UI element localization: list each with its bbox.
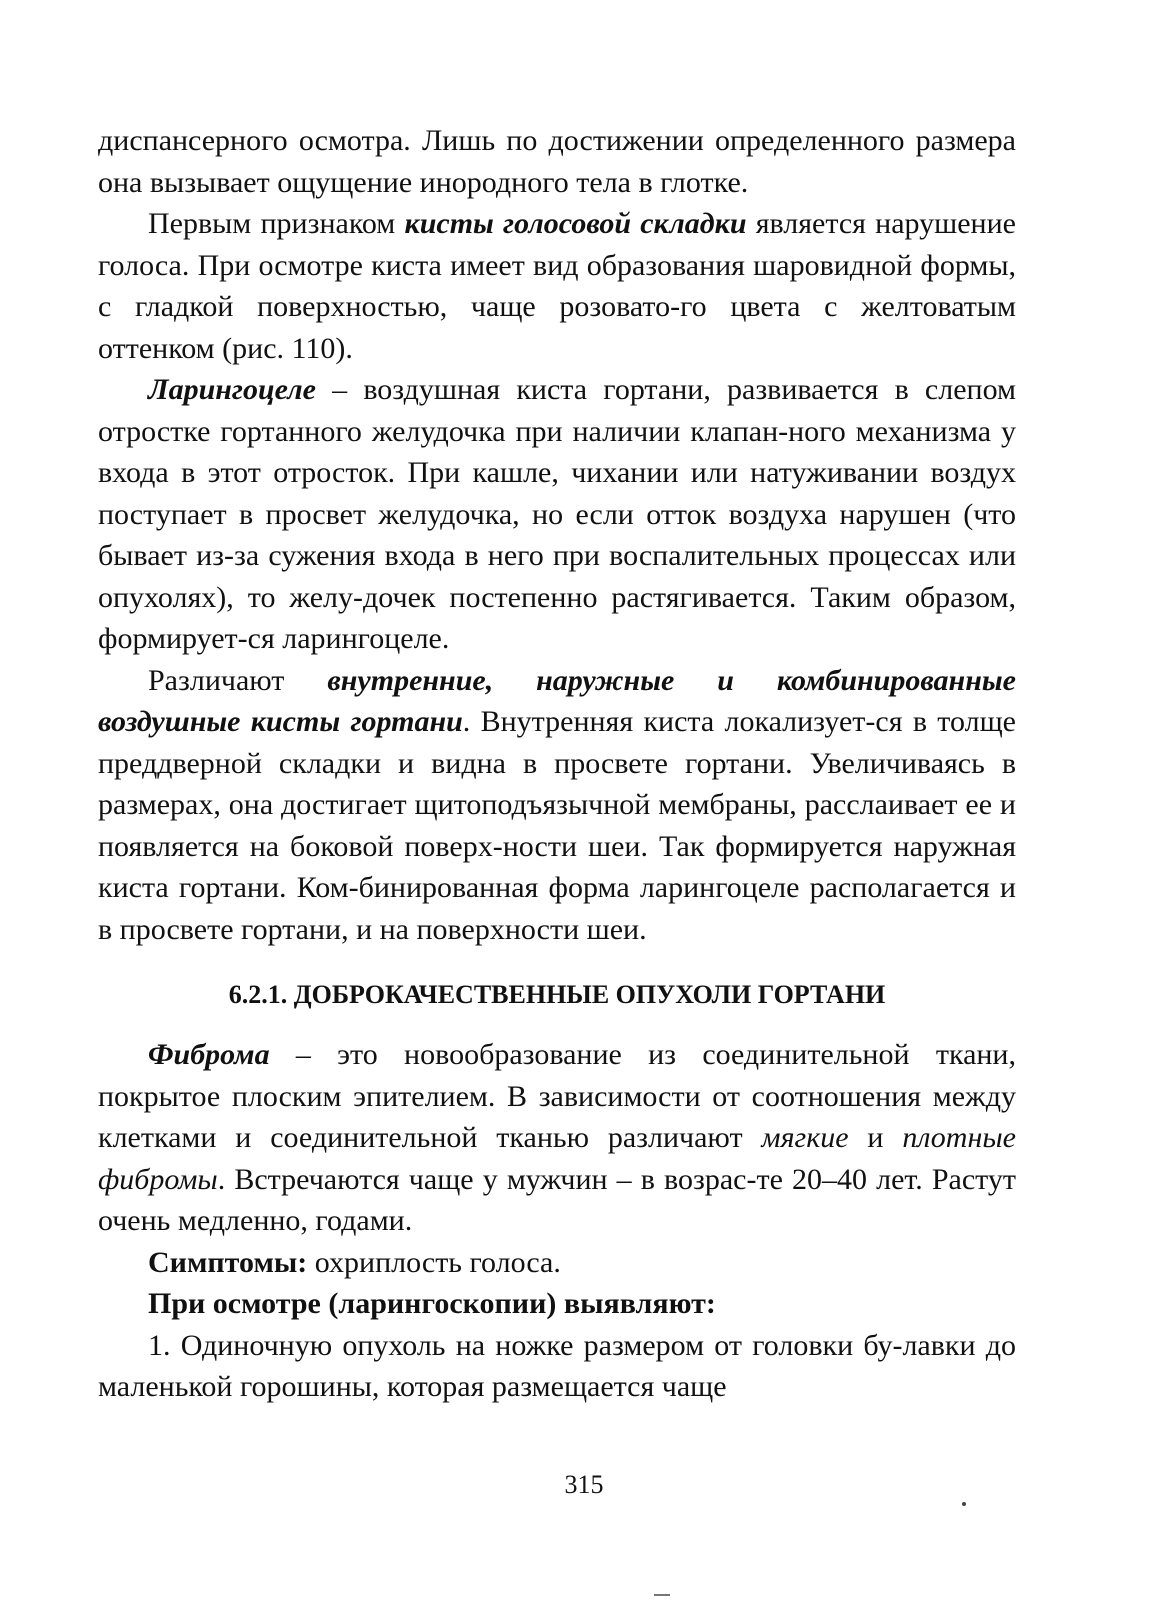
term-laryngocele: Ларингоцеле xyxy=(148,373,316,406)
symptoms-text: охриплость голоса. xyxy=(307,1245,561,1279)
paragraph-5-post: . Встречаются чаще у мужчин – в возрас-те 20–40 лет. Растут очень медленно, годами. xyxy=(98,1162,1016,1237)
paragraph-list-item-1 xyxy=(98,1325,1016,1408)
paragraph-4-post: . Внутренняя киста локализует-ся в толще преддверной складки и видна в просвете гортани. Увеличиваясь в размерах, она достигает щитоподъязычной мембраны, расслаивает ее и появляется на боковой поверх-ности шеи. Так формируется наружная киста гортани. Ком-бинированная форма ларингоцеле располагается и в просвете гортани, и на поверхности шеи. xyxy=(98,705,1016,946)
symptoms-label: Симптомы: xyxy=(148,1245,308,1279)
paragraph-3-post: – воздушная киста гортани, развивается в слепом отростке гортанного желудочка при наличии клапан-ного механизма у входа в этот отросток. При кашле, чихании или натуживании воздух поступает в просвет желудочка, но если отток воздуха нарушен (что бывает из-за сужения входа в него при воспалительных процессах или опухолях), то желу-дочек постепенно растягивается. Таким образом, формирует-ся ларингоцеле. xyxy=(98,373,1016,655)
term-soft: мягкие xyxy=(761,1121,849,1154)
scan-speck xyxy=(962,1502,966,1506)
paragraph-2 xyxy=(98,203,1016,369)
paragraph-5-mid1: – это новообразование из соединительной ткани, покрытое плоским эпителием. В зависимости от соотношения между клетками и соединительной тканью различают xyxy=(98,1038,1016,1154)
paragraph-examination xyxy=(98,1283,1016,1325)
examination-label: При осмотре (ларингоскопии) выявляют: xyxy=(148,1287,716,1320)
scan-mark xyxy=(654,1594,670,1596)
term-dense-fibromas: плотные фибромы xyxy=(98,1121,1016,1196)
paragraph-5 xyxy=(98,1034,1016,1242)
paragraph-2-pre: Первым признаком xyxy=(148,207,405,240)
term-vocal-fold-cyst: кисты голосовой складки xyxy=(404,207,747,240)
page-number: 315 xyxy=(564,1470,604,1499)
paragraph-1-text: диспансерного осмотра. Лишь по достижении определенного размера она вызывает ощущение инородного тела в глотке. xyxy=(98,124,1016,199)
paragraph-symptoms xyxy=(98,1242,1016,1284)
section-heading: 6.2.1. ДОБРОКАЧЕСТВЕННЫЕ ОПУХОЛИ ГОРТАНИ xyxy=(228,980,886,1009)
paragraph-5-mid2: и xyxy=(848,1121,903,1154)
paragraph-3 xyxy=(98,369,1016,660)
page-body xyxy=(98,120,1016,1408)
paragraph-1 xyxy=(98,120,1016,203)
paragraph-4 xyxy=(98,660,1016,951)
paragraph-2-post: является нарушение голоса. При осмотре киста имеет вид образования шаровидной формы, с гладкой поверхностью, чаще розовато-го цвета с желтоватым оттенком (рис. 110). xyxy=(98,207,1016,365)
list-item-1-text: 1. Одиночную опухоль на ножке размером от головки бу-лавки до маленькой горошины, которая размещается чаще xyxy=(98,1328,1016,1403)
term-fibroma: Фиброма xyxy=(148,1038,270,1071)
paragraph-4-pre: Различают xyxy=(148,663,328,697)
term-air-cysts: внутренние, наружные и комбинированные воздушные кисты гортани xyxy=(98,663,1016,738)
